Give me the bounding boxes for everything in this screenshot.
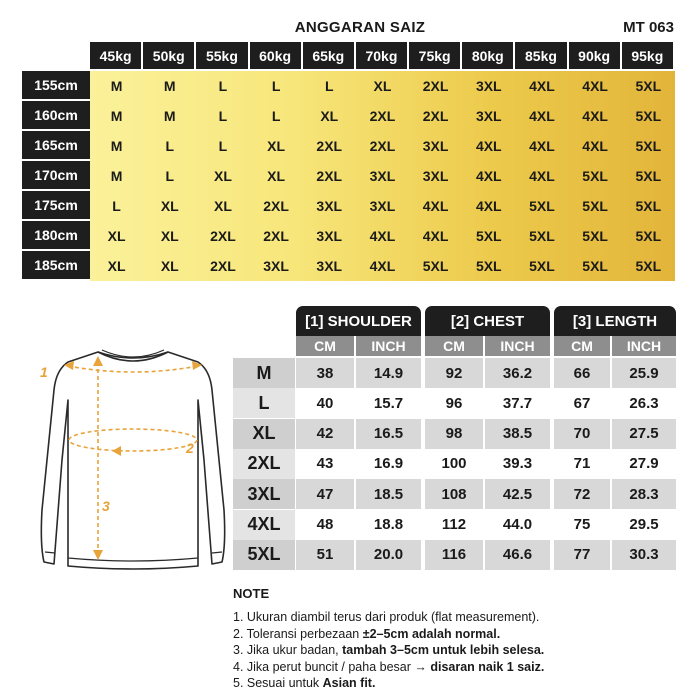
size-cell: M (163, 108, 176, 124)
size-cell: 3XL (369, 168, 396, 184)
weight-header: 85kg (515, 42, 568, 71)
size-label: 3XL (233, 479, 295, 509)
size-cell: 4XL (529, 108, 555, 124)
table-row (233, 449, 676, 479)
note-title: NOTE (233, 586, 270, 601)
size-cell: 5XL (582, 258, 608, 274)
label-length: 3 (102, 498, 110, 514)
size-cell: 2XL (316, 138, 343, 154)
size-cell: 5XL (635, 108, 662, 124)
size-cell: L (165, 168, 175, 184)
measure-value: 20.0 (356, 540, 421, 570)
unit-cm: CM (554, 336, 610, 356)
shirt-outline-icon (28, 340, 238, 580)
height-header: 170cm (22, 161, 90, 191)
height-header: 185cm (22, 251, 90, 281)
table-row (233, 388, 676, 418)
unit-inch: INCH (485, 336, 550, 356)
measure-value: 92 (425, 358, 483, 388)
table-row (233, 358, 676, 388)
weight-header: 55kg (196, 42, 249, 71)
size-cell: XL (267, 168, 286, 184)
label-shoulder: 1 (40, 364, 48, 380)
size-cell: 4XL (475, 168, 502, 184)
size-cell: 5XL (529, 228, 555, 244)
note-emphasis: disaran naik 1 saiz. (430, 659, 545, 674)
height-header: 175cm (22, 191, 90, 221)
measure-value: 38.5 (485, 419, 550, 449)
length-header: [3] LENGTH (554, 306, 676, 336)
size-cell: 2XL (369, 138, 396, 154)
size-cells (90, 71, 675, 281)
unit-cm: CM (296, 336, 354, 356)
measure-value: 28.3 (612, 479, 676, 509)
table-row (233, 479, 676, 509)
size-cell: 2XL (210, 228, 236, 244)
height-header: 160cm (22, 101, 90, 131)
size-cell: 4XL (475, 138, 502, 154)
size-cell: 5XL (582, 198, 608, 214)
size-label: 2XL (233, 449, 295, 479)
size-cell: 4XL (422, 198, 449, 214)
note-text: 4. Jika perut buncit / paha besar → (233, 659, 431, 674)
size-cell: M (110, 138, 123, 154)
measure-value: 46.6 (485, 540, 550, 570)
size-cell: XL (320, 108, 339, 124)
measure-value: 42 (296, 419, 354, 449)
weight-header: 65kg (303, 42, 356, 71)
measure-value: 47 (296, 479, 354, 509)
measure-value: 51 (296, 540, 354, 570)
table-row (233, 510, 676, 540)
weight-header: 90kg (569, 42, 622, 71)
size-label: XL (233, 419, 295, 449)
size-cell: 3XL (475, 108, 502, 124)
matrix-corner (22, 42, 90, 71)
size-cell: 5XL (582, 168, 608, 184)
note-item (233, 609, 544, 626)
height-header: 165cm (22, 131, 90, 161)
size-cell: 4XL (529, 138, 555, 154)
size-cell: XL (373, 78, 392, 94)
measure-value: 75 (573, 516, 591, 533)
chest-header: [2] CHEST (425, 306, 550, 336)
size-cell: 3XL (316, 228, 343, 244)
unit-inch: INCH (612, 336, 676, 356)
measure-value: 77 (554, 540, 610, 570)
measure-value: 96 (445, 394, 463, 412)
measure-value: 18.5 (356, 479, 421, 509)
size-cell: 2XL (369, 108, 396, 124)
note-item (233, 659, 544, 676)
note-text: 2. Toleransi perbezaan (233, 626, 363, 641)
measure-value: 40 (316, 394, 334, 412)
size-cell: 5XL (635, 138, 662, 154)
size-cell: 4XL (582, 138, 608, 154)
measure-value: 36.2 (485, 358, 550, 388)
measure-value: 71 (573, 455, 591, 473)
matrix-title: ANGGARAN SAIZ (294, 19, 426, 36)
size-cell: 3XL (316, 198, 343, 214)
size-cell: L (165, 138, 175, 154)
size-cell: 3XL (316, 258, 343, 274)
note-text: 3. Jika ukur badan, (233, 643, 343, 657)
height-header: 155cm (22, 71, 90, 101)
weight-header: 95kg (622, 42, 675, 71)
size-cell: 2XL (422, 78, 449, 94)
size-cell: 5XL (635, 168, 662, 184)
size-estimate-matrix (22, 42, 675, 281)
size-cell: M (110, 78, 123, 94)
size-cell: XL (107, 258, 126, 274)
size-cell: 3XL (475, 78, 502, 94)
measure-value: 14.9 (356, 358, 421, 388)
size-cell: 2XL (263, 198, 289, 214)
note-item (233, 675, 544, 692)
measure-value: 18.8 (373, 516, 404, 533)
measure-value: 44.0 (502, 516, 533, 533)
measure-value: 15.7 (373, 394, 404, 412)
unit-inch: INCH (356, 336, 421, 356)
size-cell: L (218, 108, 228, 124)
size-cell: L (112, 198, 121, 214)
size-cell: 3XL (422, 168, 449, 184)
size-cell: 2XL (263, 228, 289, 244)
size-cell: 5XL (635, 198, 662, 214)
measure-value: 27.9 (629, 455, 659, 473)
size-label: M (233, 358, 295, 388)
size-cell: 5XL (475, 258, 502, 274)
size-cell: 2XL (422, 108, 449, 124)
size-cell: 5XL (635, 228, 662, 244)
size-cell: XL (213, 168, 232, 184)
measure-value: 26.3 (629, 394, 659, 412)
size-cell: XL (267, 138, 286, 154)
size-cell: L (218, 138, 228, 154)
measure-value: 66 (554, 358, 610, 388)
note-emphasis: ±2–5cm adalah normal. (362, 626, 501, 641)
weight-header: 45kg (90, 42, 143, 71)
size-cell: 4XL (582, 78, 608, 94)
measure-value: 29.5 (629, 516, 659, 533)
measure-value: 39.3 (502, 455, 533, 473)
size-cell: 4XL (582, 108, 608, 124)
size-cell: 5XL (422, 258, 449, 274)
weight-header: 50kg (143, 42, 196, 71)
size-cell: 5XL (529, 198, 555, 214)
size-cell: 3XL (422, 138, 449, 154)
measure-value: 98 (425, 419, 483, 449)
size-cell: 4XL (475, 198, 502, 214)
size-cell: 4XL (422, 228, 449, 244)
shirt-diagram (28, 340, 238, 580)
measure-value: 38 (296, 358, 354, 388)
size-cell: L (218, 78, 228, 94)
measure-value: 48 (316, 516, 334, 533)
weight-header: 80kg (462, 42, 515, 71)
size-label: 4XL (233, 510, 295, 540)
size-cell: L (271, 108, 281, 124)
measure-value: 67 (573, 394, 591, 412)
table-row (233, 540, 676, 570)
note-text: 5. Sesuai untuk (233, 676, 323, 690)
unit-cm: CM (425, 336, 483, 356)
size-cell: 2XL (210, 258, 236, 274)
size-cell: M (163, 78, 176, 94)
measure-value: 100 (441, 455, 467, 473)
size-cell: XL (107, 228, 126, 244)
measure-value: 112 (441, 516, 467, 533)
measure-value: 16.5 (356, 419, 421, 449)
size-cell: 5XL (582, 228, 608, 244)
note-emphasis: tambah 3–5cm untuk lebih selesa. (342, 643, 545, 657)
measure-value: 108 (425, 479, 483, 509)
note-item (233, 626, 544, 643)
size-label: 5XL (233, 540, 295, 570)
size-cell: M (110, 108, 123, 124)
weight-header: 70kg (356, 42, 409, 71)
note-emphasis: Asian fit. (322, 676, 376, 690)
note-text: 1. Ukuran diambil terus dari produk (flat measurement). (233, 610, 540, 624)
size-cell: 3XL (263, 258, 289, 274)
size-cell: XL (213, 198, 232, 214)
product-code: MT 063 (623, 19, 674, 36)
weight-header: 60kg (250, 42, 303, 71)
measure-value: 70 (554, 419, 610, 449)
measure-value: 25.9 (612, 358, 676, 388)
height-header: 180cm (22, 221, 90, 251)
measure-value: 16.9 (373, 455, 404, 473)
size-cell: XL (160, 198, 179, 214)
note-item (233, 642, 544, 659)
size-cell: L (271, 78, 281, 94)
size-cell: 2XL (316, 168, 343, 184)
measure-value: 27.5 (612, 419, 676, 449)
notes-list (233, 609, 544, 692)
measure-value: 30.3 (612, 540, 676, 570)
size-cell: 5XL (475, 228, 502, 244)
size-cell: 5XL (529, 258, 555, 274)
measure-value: 42.5 (485, 479, 550, 509)
size-cell: 4XL (369, 228, 396, 244)
size-cell: 5XL (635, 258, 662, 274)
size-cell: 5XL (635, 78, 662, 94)
size-cell: XL (160, 228, 179, 244)
size-cell: L (324, 78, 334, 94)
size-cell: M (110, 168, 123, 184)
measure-value: 37.7 (502, 394, 533, 412)
measure-value: 72 (554, 479, 610, 509)
weight-header: 75kg (409, 42, 462, 71)
height-column (22, 71, 90, 281)
size-cell: 3XL (369, 198, 396, 214)
size-cell: 4XL (369, 258, 396, 274)
size-cell: 4XL (529, 168, 555, 184)
label-chest: 2 (186, 440, 194, 456)
measure-value: 116 (425, 540, 483, 570)
size-label: L (233, 388, 295, 418)
shoulder-header: [1] SHOULDER (296, 306, 421, 336)
table-row (233, 419, 676, 449)
size-cell: 4XL (529, 78, 555, 94)
size-cell: XL (160, 258, 179, 274)
measure-value: 43 (316, 455, 334, 473)
